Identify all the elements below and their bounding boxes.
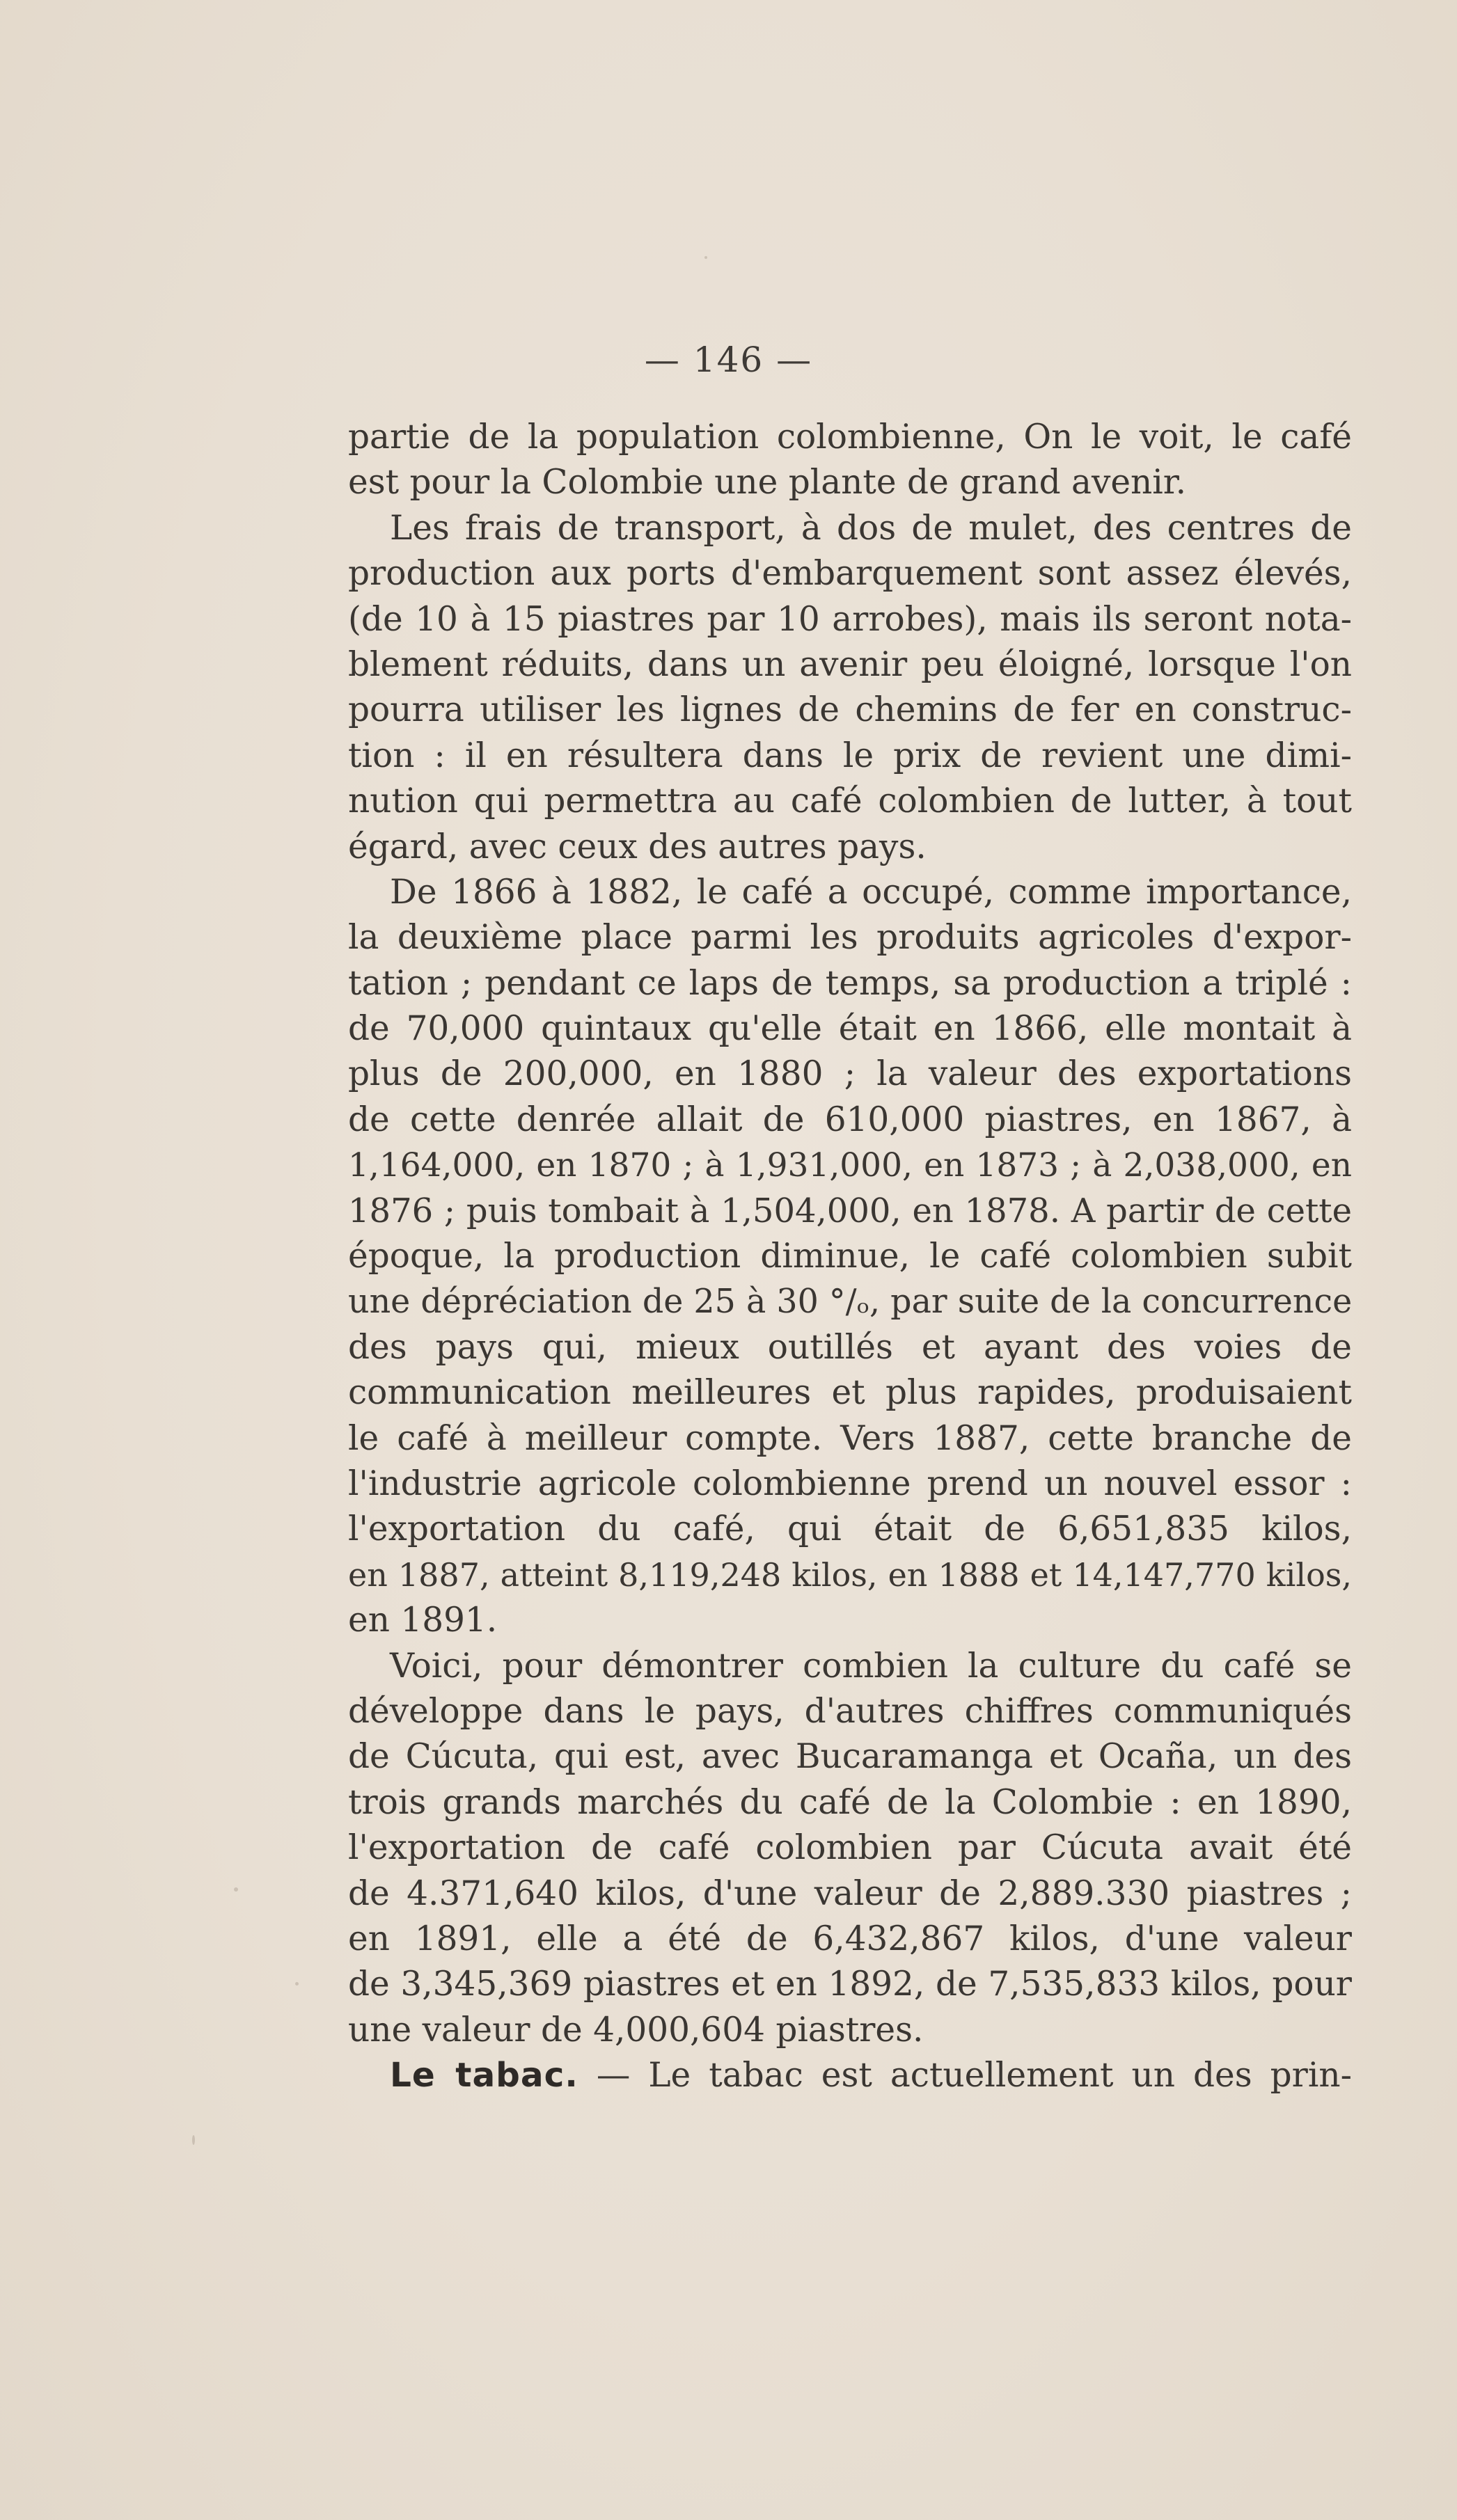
text-line: tation ; pendant ce laps de temps, sa production a triplé : — [348, 963, 1352, 1003]
text-line: Les frais de transport, à dos de mulet, des centres de — [390, 508, 1352, 548]
paper-speck — [295, 1982, 299, 1986]
text-line: des pays qui, mieux outillés et ayant des voies de — [348, 1327, 1352, 1367]
text-line: de 70,000 quintaux qu'elle était en 1866, elle montait à — [348, 1009, 1352, 1049]
paper-speck — [192, 2135, 195, 2145]
text-line: plus de 200,000, en 1880 ; la valeur des exportations — [348, 1054, 1352, 1094]
text-line: est pour la Colombie une plante de grand avenir. — [348, 463, 1187, 502]
text-line: l'exportation de café colombien par Cúcuta avait été — [348, 1828, 1352, 1868]
text-line: de 4.371,640 kilos, d'une valeur de 2,889.330 piastres ; — [348, 1873, 1352, 1913]
text-line: une dépréciation de 25 à 30 °/ₒ, par suite de la concurrence — [348, 1283, 1353, 1322]
text-line: en 1887, atteint 8,119,248 kilos, en 1888 et 14,147,770 kilos, — [348, 1555, 1352, 1594]
text-line: en 1891. — [348, 1601, 498, 1640]
text-line: égard, avec ceux des autres pays. — [348, 827, 927, 866]
text-line: nution qui permettra au café colombien de lutter, à tout — [348, 782, 1352, 821]
text-line: 1,164,000, en 1870 ; à 1,931,000, en 1873 ; à 2,038,000, en — [348, 1146, 1352, 1185]
text-line: Voici, pour démontrer combien la culture du café se — [390, 1646, 1352, 1686]
paper-speck — [704, 256, 707, 259]
text-line: de cette denrée allait de 610,000 piastres, en 1867, à — [348, 1100, 1352, 1139]
text-line: de 3,345,369 piastres et en 1892, de 7,535,833 kilos, pour — [348, 1965, 1352, 2004]
page-number: — 146 — — [644, 340, 813, 380]
text-line-tabac — [348, 2053, 1352, 2098]
text-line: De 1866 à 1882, le café a occupé, comme importance, — [390, 872, 1352, 912]
text-line: tion : il en résultera dans le prix de revient une dimi- — [348, 736, 1352, 775]
text-line: une valeur de 4,000,604 piastres. — [348, 2010, 924, 2050]
text-line: la deuxième place parmi les produits agricoles d'expor- — [348, 918, 1352, 958]
text-line: en 1891, elle a été de 6,432,867 kilos, d'une valeur — [348, 1919, 1352, 1958]
text-line: l'industrie agricole colombienne prend un nouvel essor : — [348, 1464, 1352, 1503]
text-line: pourra utiliser les lignes de chemins de fer en construc- — [348, 690, 1352, 730]
text-line: le café à meilleur compte. Vers 1887, cette branche de — [348, 1418, 1352, 1458]
text-line: communication meilleures et plus rapides, produisaient — [348, 1373, 1352, 1413]
paper-speck — [234, 1887, 238, 1892]
text-line: développe dans le pays, d'autres chiffres communiqués — [348, 1691, 1352, 1731]
text-line: de Cúcuta, qui est, avec Bucaramanga et Ocaña, un des — [348, 1737, 1352, 1777]
text-line: partie de la population colombienne, On le voit, le café — [348, 418, 1352, 457]
text-line: production aux ports d'embarquement sont assez élevés, — [348, 554, 1352, 594]
body-text — [348, 415, 1352, 2098]
text-line: blement réduits, dans un avenir peu éloigné, lorsque l'on — [348, 644, 1352, 684]
text-line: trois grands marchés du café de la Colombie : en 1890, — [348, 1782, 1352, 1822]
section-run-in-text: — Le tabac est actuellement un des prin- — [578, 2056, 1353, 2095]
text-line: l'exportation du café, qui était de 6,651,835 kilos, — [348, 1509, 1352, 1549]
text-line: époque, la production diminue, le café colombien subit — [348, 1237, 1352, 1276]
section-run-in-heading: Le tabac. — [390, 2056, 578, 2095]
text-line: 1876 ; puis tombait à 1,504,000, en 1878. A partir de cette — [348, 1191, 1352, 1230]
text-line: (de 10 à 15 piastres par 10 arrobes), mais ils seront nota- — [348, 599, 1352, 639]
